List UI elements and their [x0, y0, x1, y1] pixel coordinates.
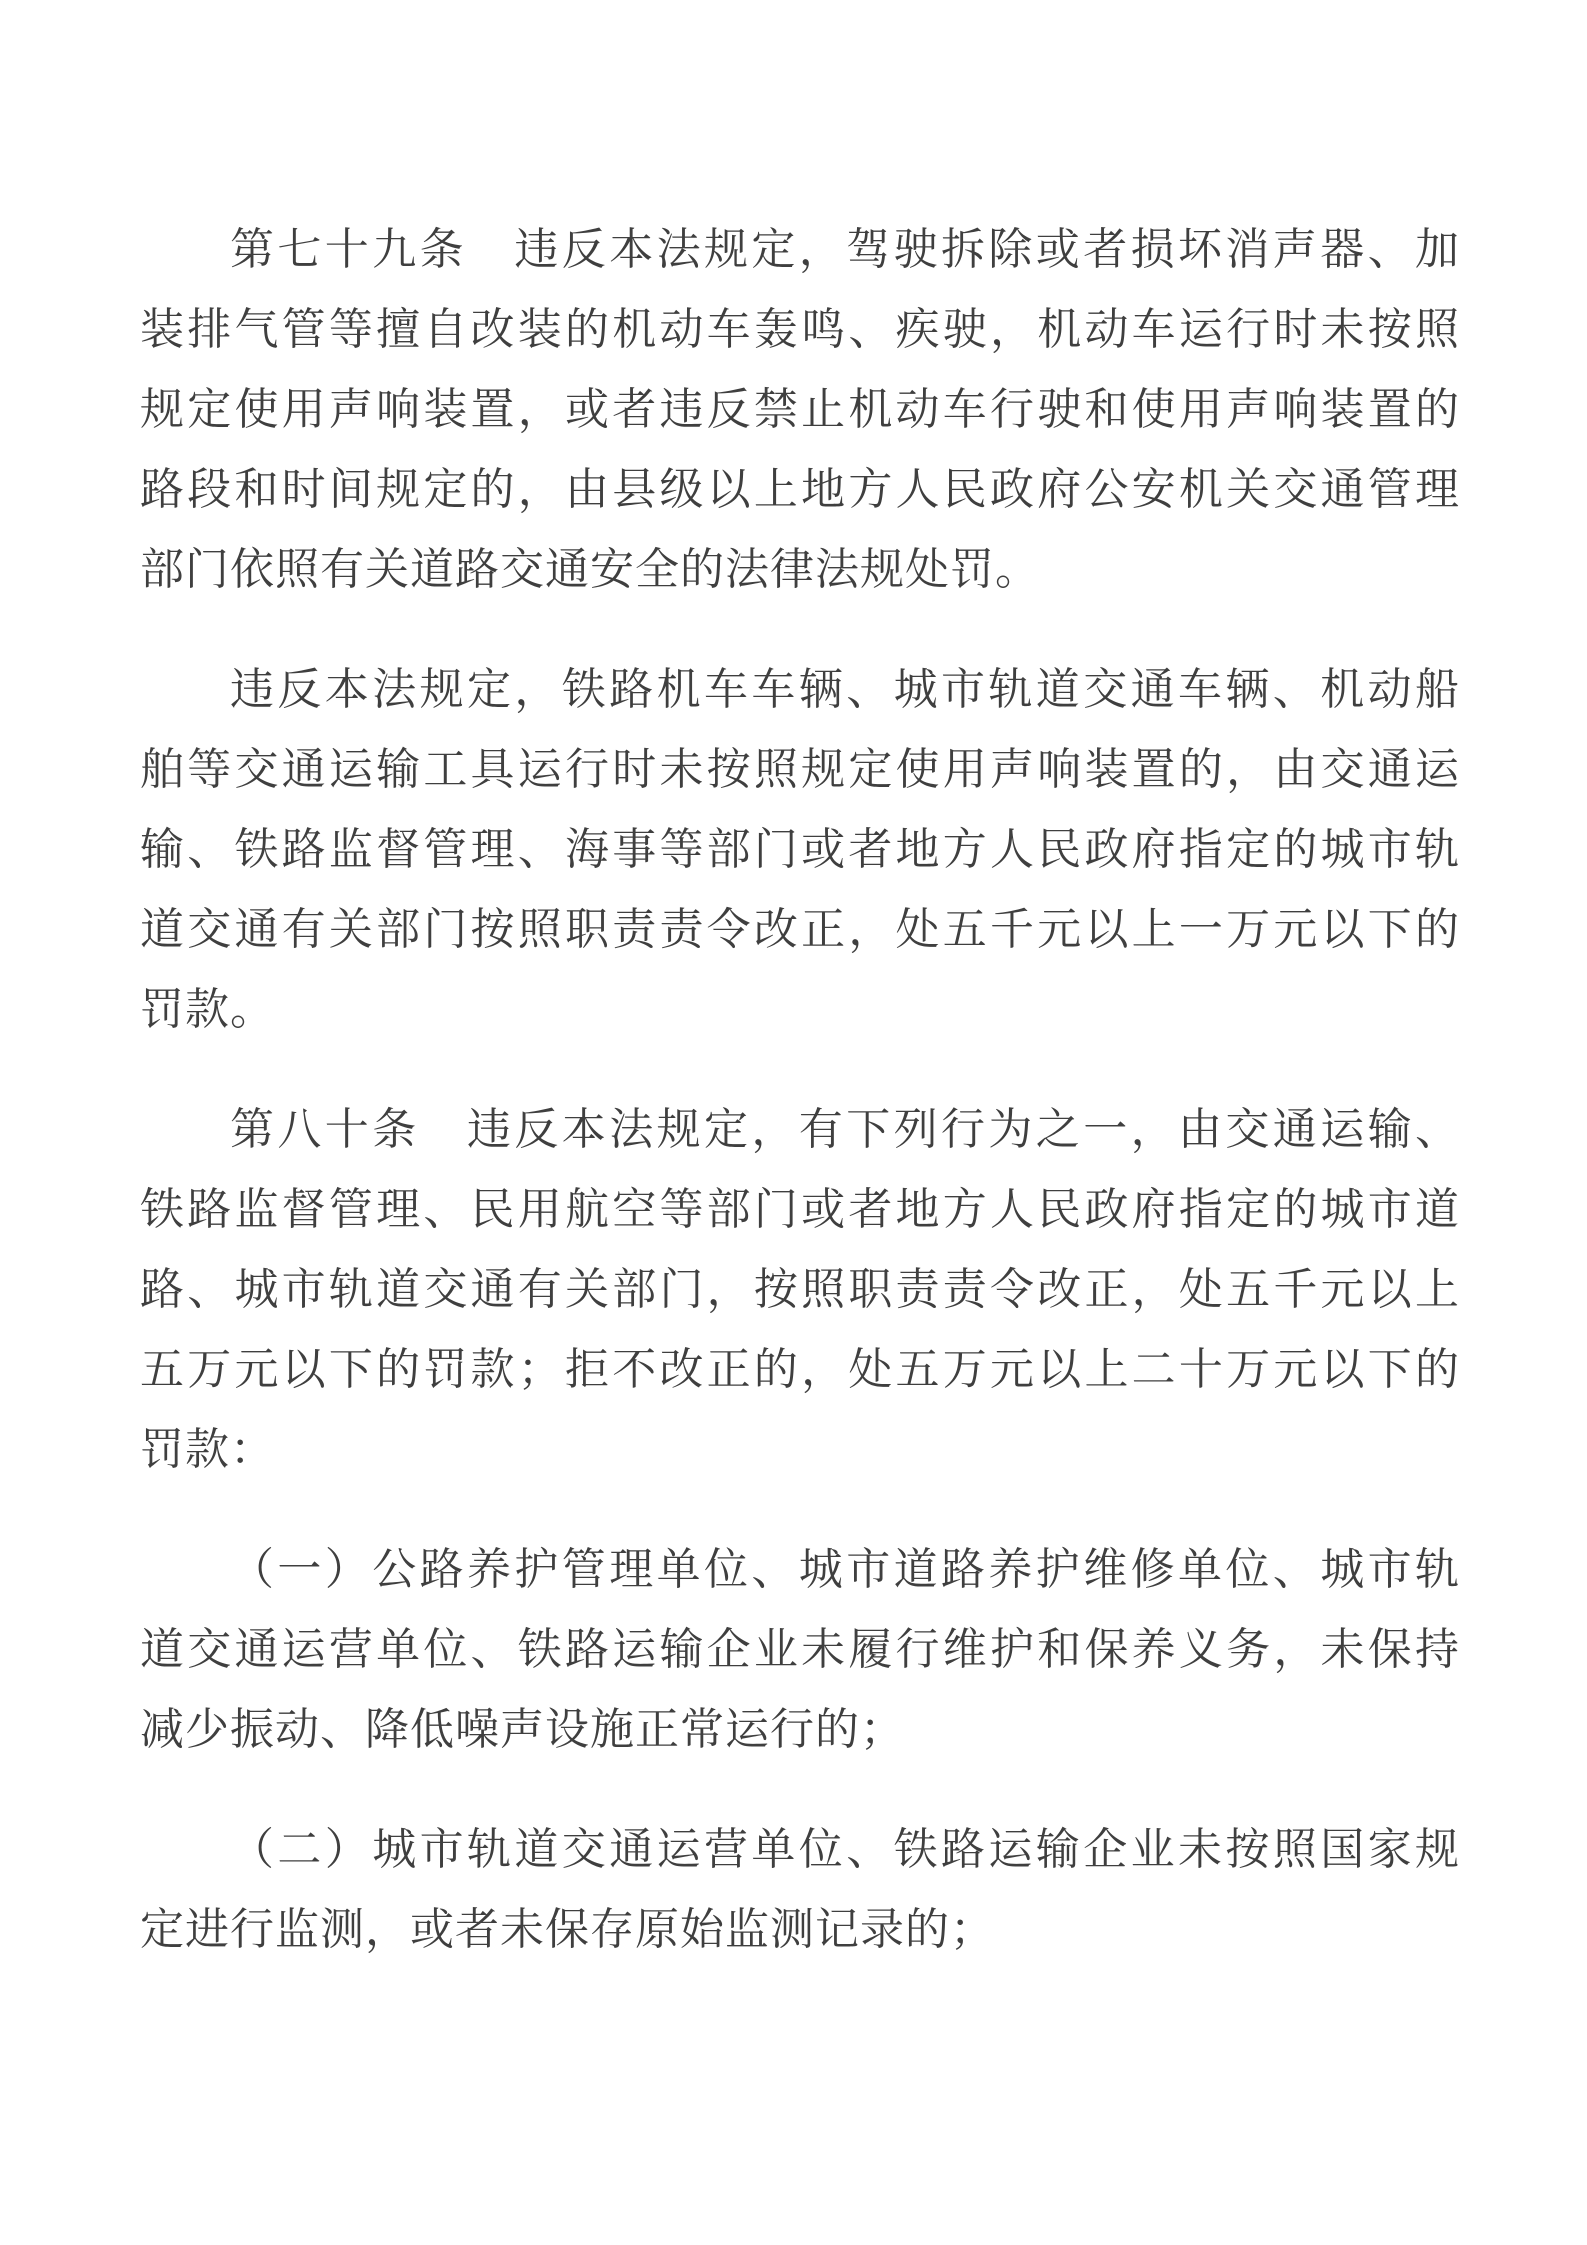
- text-line: 罚款。: [140, 985, 275, 1034]
- text-line: 五万元以下的罚款；拒不改正的，处五万元以上二十万元以下的: [140, 1345, 1460, 1394]
- text-line: 装排气管等擅自改装的机动车轰鸣、疾驶，机动车运行时未按照: [140, 305, 1460, 354]
- text-line: 铁路监督管理、民用航空等部门或者地方人民政府指定的城市道: [140, 1185, 1460, 1234]
- paragraph-article-79-clause-1: [140, 210, 1460, 610]
- paragraph-article-80-item-2: [140, 1810, 1460, 1970]
- text-line: 路、城市轨道交通有关部门，按照职责责令改正，处五千元以上: [140, 1265, 1460, 1314]
- paragraph-article-80-item-1: [140, 1530, 1460, 1770]
- text-line: 舶等交通运输工具运行时未按照规定使用声响装置的，由交通运: [140, 745, 1460, 794]
- text-line: （一）公路养护管理单位、城市道路养护维修单位、城市轨: [230, 1545, 1460, 1594]
- text-line: 规定使用声响装置，或者违反禁止机动车行驶和使用声响装置的: [140, 385, 1460, 434]
- text-line: 部门依照有关道路交通安全的法律法规处罚。: [140, 545, 1040, 594]
- text-line: 道交通运营单位、铁路运输企业未履行维护和保养义务，未保持: [140, 1625, 1460, 1674]
- paragraph-article-80-intro: [140, 1090, 1460, 1490]
- text-line: 第七十九条 违反本法规定，驾驶拆除或者损坏消声器、加: [230, 225, 1460, 274]
- text-line: 输、铁路监督管理、海事等部门或者地方人民政府指定的城市轨: [140, 825, 1460, 874]
- text-line: 路段和时间规定的，由县级以上地方人民政府公安机关交通管理: [140, 465, 1460, 514]
- text-line: 罚款：: [140, 1425, 275, 1474]
- text-block: [140, 210, 1460, 1970]
- text-line: 定进行监测，或者未保存原始监测记录的；: [140, 1905, 995, 1954]
- paragraph-article-79-clause-2: [140, 650, 1460, 1050]
- text-line: （二）城市轨道交通运营单位、铁路运输企业未按照国家规: [230, 1825, 1460, 1874]
- text-line: 第八十条 违反本法规定，有下列行为之一，由交通运输、: [230, 1105, 1460, 1154]
- text-line: 违反本法规定，铁路机车车辆、城市轨道交通车辆、机动船: [230, 665, 1460, 714]
- text-line: 减少振动、降低噪声设施正常运行的；: [140, 1705, 905, 1754]
- text-line: 道交通有关部门按照职责责令改正，处五千元以上一万元以下的: [140, 905, 1460, 954]
